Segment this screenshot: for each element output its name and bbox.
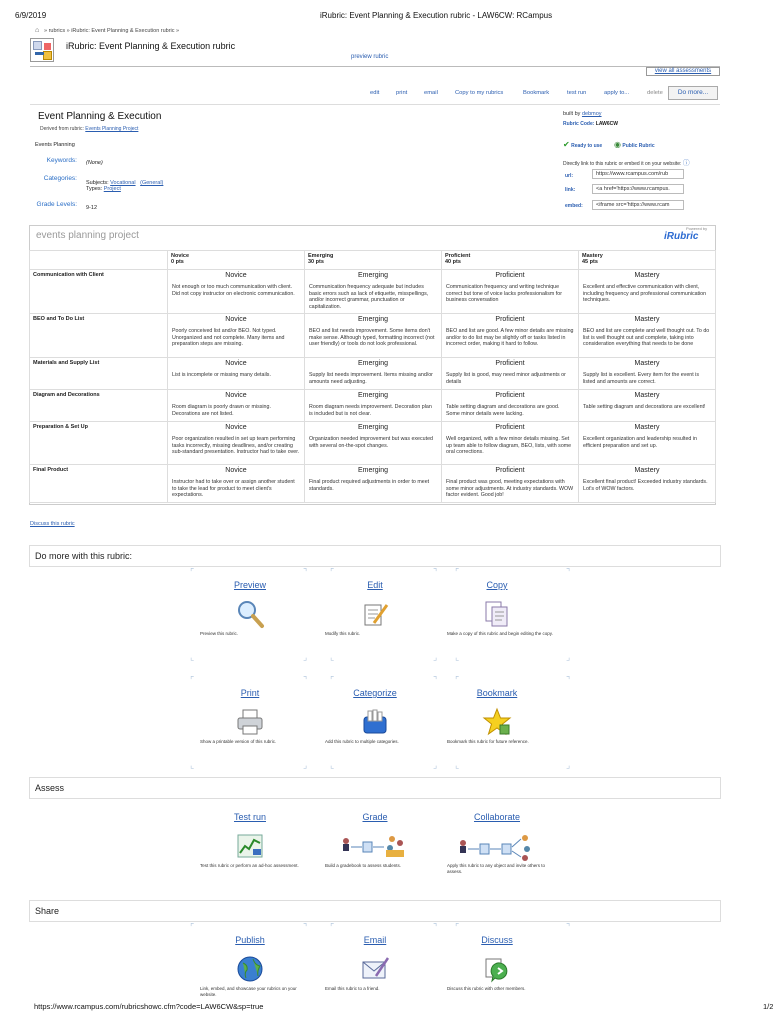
- rubric-cell[interactable]: [579, 422, 716, 465]
- cell-level: Proficient: [495, 392, 525, 399]
- categories-label: Categories:: [43, 175, 77, 182]
- level-points: 45 pts: [582, 259, 598, 265]
- gradebook-icon: [340, 831, 410, 861]
- envelope-icon: [360, 954, 390, 984]
- cell-description: Room diagram needs improvement. Decoration plan is included but is not clear.: [309, 404, 432, 417]
- test-run-description: Test this rubric or perform an ad-hoc assessment.: [200, 863, 299, 868]
- link-label: link:: [565, 187, 576, 193]
- email-description: Email this rubric to a friend.: [325, 986, 380, 991]
- page-number: 1/2: [763, 1002, 773, 1011]
- powered-by: Powered by: [686, 226, 708, 231]
- level-header: [305, 251, 442, 270]
- bookmark-title[interactable]: Bookmark: [476, 688, 518, 698]
- globe-icon: ◉: [614, 140, 621, 149]
- cell-description: Instructor had to take over or assign another student to take the lead for product to meet client's expectations.: [172, 479, 295, 498]
- subject-link[interactable]: Vocational: [110, 180, 136, 186]
- help-icon[interactable]: ⓘ: [682, 160, 690, 167]
- test-run-link[interactable]: test run: [567, 90, 587, 96]
- bookmark-description: Bookmark this rubric for future reference.: [447, 739, 529, 744]
- rubric-cell[interactable]: [168, 358, 305, 390]
- brand-name: iRubric: [664, 231, 699, 242]
- printer-icon: [235, 707, 265, 737]
- rubric-row: [30, 390, 716, 422]
- rubric-cell[interactable]: [168, 390, 305, 422]
- ready-label: Ready to use: [571, 143, 603, 149]
- print-url: https://www.rcampus.com/rubricshowc.cfm?code=LAW6CW&sp=true: [34, 1002, 264, 1011]
- copy-tile[interactable]: [432, 580, 562, 637]
- cell-description: Well organized, with a few minor details missing. Set up team able to follow diagram, BEO, lists, with some oral corrections.: [446, 436, 572, 455]
- rubric-cell[interactable]: [305, 358, 442, 390]
- subject-link[interactable]: (General): [140, 180, 164, 186]
- cell-level: Emerging: [358, 467, 388, 474]
- cell-description: Communication frequency adequate but includes basic errors such as lack of etiquette, misspellings, and/or incorrect grammar, punctuation or capitalization.: [309, 284, 429, 310]
- magnifier-icon: [235, 599, 265, 629]
- globe-icon: [235, 954, 265, 984]
- rubric-code-value: LAW6CW: [595, 121, 619, 127]
- print-title: iRubric: Event Planning & Execution rubric - LAW6CW: RCampus: [320, 11, 553, 20]
- categorize-description: Add this rubric to multiple categories.: [325, 739, 399, 744]
- irubric-logo: [30, 38, 54, 62]
- cell-description: BEO and list are good. A few minor details are missing and/or to do list may be slightly off or tasks listed in incorrect order, making it hard to follow.: [446, 328, 574, 347]
- types-label: Types:: [86, 186, 103, 192]
- rubric-cell[interactable]: [442, 270, 579, 314]
- rubric-cell[interactable]: [305, 390, 442, 422]
- keywords-label: Keywords:: [46, 157, 77, 164]
- print-description: Show a printable version of this rubric.: [200, 739, 277, 744]
- cell-description: Room diagram is poorly drawn or missing. Decorations are not listed.: [172, 404, 271, 417]
- level-points: 30 pts: [308, 259, 324, 265]
- do-more-button[interactable]: Do more...: [668, 86, 718, 100]
- criterion-name: Final Product: [30, 465, 168, 503]
- collaborate-icon: [457, 831, 537, 861]
- rubric-cell[interactable]: [579, 465, 716, 503]
- copy-link[interactable]: Copy to my rubrics: [455, 90, 504, 96]
- rubric-cell[interactable]: [168, 465, 305, 503]
- rubric-cell[interactable]: [442, 390, 579, 422]
- cell-level: Emerging: [358, 392, 388, 399]
- discuss-rubric-link[interactable]: Discuss this rubric: [30, 521, 75, 527]
- print-date: 6/9/2019: [15, 11, 47, 20]
- criterion-name: BEO and To Do List: [30, 314, 168, 358]
- cell-level: Novice: [225, 272, 247, 279]
- url-field[interactable]: https://www.rcampus.com/rub: [592, 169, 684, 179]
- cell-description: Supply list is good, may need minor adjustments or details: [446, 372, 566, 385]
- discuss-tile[interactable]: [432, 935, 562, 992]
- bookmark-tile[interactable]: [432, 688, 562, 745]
- do-more-section-header: [29, 545, 721, 567]
- publish-tile[interactable]: [185, 935, 315, 997]
- rubric-cell[interactable]: [579, 390, 716, 422]
- cell-level: Novice: [225, 392, 247, 399]
- cell-description: Excellent organization and leadership resulted in efficient preparation and set up.: [583, 436, 697, 449]
- print-footer: [34, 1002, 773, 1011]
- criterion-name: Diagram and Decorations: [30, 390, 168, 422]
- rubric-code: [563, 121, 618, 127]
- cell-level: Proficient: [495, 316, 525, 323]
- embed-label: embed:: [565, 203, 583, 209]
- cell-level: Emerging: [358, 424, 388, 431]
- bookmark-link[interactable]: Bookmark: [523, 90, 550, 96]
- divider: [30, 66, 720, 67]
- print-link[interactable]: print: [396, 90, 408, 96]
- cell-description: Communication frequency and writing technique correct but tone of voice lacks professionalism for business conversation: [446, 284, 562, 303]
- built-by: [563, 111, 602, 117]
- grade-description: Build a gradebook to assess students.: [325, 863, 402, 868]
- derived-label: Derived from rubric:: [40, 126, 84, 132]
- edit-description: Modify this rubric.: [325, 631, 361, 636]
- preview-rubric-link[interactable]: preview rubric: [351, 54, 389, 60]
- rubric-row: [30, 422, 716, 465]
- publish-title[interactable]: Publish: [235, 935, 265, 945]
- cell-description: Organization needed improvement but was executed with several on-the-spot changes.: [309, 436, 433, 449]
- copy-icon: [482, 599, 512, 629]
- page-title: iRubric: Event Planning & Execution rubric: [66, 41, 236, 51]
- rubric-cell[interactable]: [305, 270, 442, 314]
- view-all-assessments-button[interactable]: view all assessments: [646, 67, 720, 76]
- level-name: Novice: [171, 253, 190, 259]
- embed-instructions-text: Directly link to this rubric or embed it on your website:: [563, 161, 682, 167]
- cell-level: Novice: [225, 316, 247, 323]
- cell-description: Excellent final product! Exceeded industry standards. Lot's of WOW factors.: [583, 479, 708, 492]
- edit-icon: [360, 599, 390, 629]
- cell-level: Mastery: [634, 272, 660, 279]
- section-title: Do more with this rubric:: [35, 551, 133, 561]
- level-header: [442, 251, 579, 270]
- preview-title[interactable]: Preview: [233, 580, 266, 590]
- cell-description: Final product required adjustments in order to meet standards.: [309, 479, 430, 492]
- irubric-brand: [664, 226, 708, 242]
- rubric-name: Event Planning & Execution: [38, 111, 162, 122]
- grade-tile[interactable]: [310, 812, 440, 869]
- edit-title[interactable]: Edit: [367, 580, 383, 590]
- level-name: Proficient: [445, 253, 471, 259]
- rubric-cell[interactable]: [305, 314, 442, 358]
- cell-level: Mastery: [634, 316, 660, 323]
- rubric-box-title: events planning project: [36, 230, 139, 241]
- cell-description: Poorly conceived list and/or BEO. Not typed. Unorganized and not complete. Many items and preparation steps are missing.: [172, 328, 285, 347]
- rubric-cell[interactable]: [168, 422, 305, 465]
- public-rubric: [614, 140, 655, 149]
- cell-level: Novice: [225, 467, 247, 474]
- collaborate-title[interactable]: Collaborate: [473, 812, 521, 822]
- level-points: 40 pts: [445, 259, 461, 265]
- rubric-cell[interactable]: [305, 422, 442, 465]
- apply-to-link[interactable]: apply to...: [604, 90, 630, 96]
- rubric-row: [30, 270, 716, 314]
- cell-description: List is incomplete or missing many details.: [172, 372, 271, 378]
- level-header: [168, 251, 305, 270]
- delete-link[interactable]: delete: [647, 90, 663, 96]
- rubric-cell[interactable]: [579, 314, 716, 358]
- section-title: Share: [35, 906, 60, 916]
- chart-icon: [235, 831, 265, 861]
- built-by-label: built by: [563, 111, 581, 117]
- breadcrumb[interactable]: » rubrics » iRubric: Event Planning & Execution rubric »: [44, 28, 180, 34]
- rubric-row: [30, 465, 716, 503]
- rubric-row: [30, 314, 716, 358]
- preview-tile[interactable]: [185, 580, 315, 637]
- criterion-name: Preparation & Set Up: [30, 422, 168, 465]
- email-tile[interactable]: [310, 935, 440, 992]
- cell-level: Emerging: [358, 316, 388, 323]
- discuss-title[interactable]: Discuss: [481, 935, 513, 945]
- types-row: [86, 186, 121, 192]
- cell-description: Poor organization resulted in set up team performing tasks incorrectly, missing deadlines, and/or creating sub-standard presentation. Instructor had to take over.: [172, 436, 300, 455]
- rubric-header-row: [30, 251, 716, 270]
- categorize-tile[interactable]: [310, 688, 440, 745]
- rubric-cell[interactable]: [168, 314, 305, 358]
- cell-level: Emerging: [358, 360, 388, 367]
- share-section-header: [29, 900, 721, 922]
- public-label: Public Rubric: [622, 143, 655, 149]
- cell-level: Proficient: [495, 360, 525, 367]
- cell-level: Novice: [225, 360, 247, 367]
- type-link[interactable]: Project: [103, 186, 121, 192]
- print-title[interactable]: Print: [240, 688, 260, 698]
- cell-level: Mastery: [634, 360, 660, 367]
- section-title: Assess: [35, 783, 65, 793]
- ready-to-use: [563, 140, 602, 149]
- email-link[interactable]: email: [424, 90, 438, 96]
- rubric-table: [29, 250, 716, 503]
- keywords-value: (None): [86, 160, 103, 166]
- cell-description: Supply list needs improvement. Items missing and/or amounts need adjusting.: [309, 372, 433, 385]
- edit-tile[interactable]: [310, 580, 440, 637]
- star-icon: [482, 707, 512, 737]
- test-run-tile[interactable]: [185, 812, 315, 869]
- rubric-cell[interactable]: [442, 465, 579, 503]
- print-tile[interactable]: [185, 688, 315, 745]
- grade-levels-label: Grade Levels:: [36, 201, 77, 208]
- rubric-cell[interactable]: [442, 422, 579, 465]
- preview-description: Preview this rubric.: [200, 631, 239, 636]
- collaborate-tile[interactable]: [432, 812, 562, 874]
- embed-field[interactable]: <iframe src='https://www.rcam: [592, 200, 684, 210]
- level-header: [579, 251, 716, 270]
- copy-title[interactable]: Copy: [486, 580, 508, 590]
- rubric-description: Events Planning: [35, 142, 75, 148]
- criterion-name: Communication with Client: [30, 270, 168, 314]
- publish-description: Link, embed, and showcase your rubrics on your website.: [200, 986, 297, 997]
- cell-level: Proficient: [495, 467, 525, 474]
- categorize-title[interactable]: Categorize: [353, 688, 397, 698]
- level-name: Mastery: [582, 253, 603, 259]
- grade-levels-value: 9-12: [86, 205, 98, 211]
- cell-level: Mastery: [634, 392, 660, 399]
- cell-level: Mastery: [634, 467, 660, 474]
- check-icon: ✔: [563, 140, 570, 149]
- cell-description: BEO and list needs improvement. Some items don't make sense. Although typed, formatting incorrect (not user friendly) or tools do not look professional.: [309, 328, 435, 347]
- rubric-cell[interactable]: [305, 465, 442, 503]
- edit-link[interactable]: edit: [370, 90, 380, 96]
- cell-level: Mastery: [634, 424, 660, 431]
- rubric-code-label: Rubric Code:: [563, 121, 595, 127]
- subjects-label: Subjects:: [86, 180, 109, 186]
- author-link[interactable]: debmoy: [581, 111, 602, 117]
- home-icon[interactable]: ⌂: [35, 27, 40, 34]
- categorize-icon: [360, 707, 390, 737]
- derived-from: [40, 126, 138, 132]
- assess-section-header: [29, 777, 721, 799]
- grade-title[interactable]: Grade: [362, 812, 388, 822]
- criterion-name: Materials and Supply List: [30, 358, 168, 390]
- cell-description: Supply list is excellent. Every item for the event is listed and amounts are correct.: [583, 372, 699, 385]
- cell-level: Emerging: [358, 272, 388, 279]
- cell-level: Novice: [225, 424, 247, 431]
- test-run-title[interactable]: Test run: [233, 812, 266, 822]
- cell-level: Proficient: [495, 424, 525, 431]
- level-points: 0 pts: [171, 259, 184, 265]
- cell-description: Excellent and effective communication with client, including frequency and professional communication techniques.: [583, 284, 707, 303]
- cell-description: BEO and list are complete and well thought out. To do list is well thought out and complete, taking into consideration everything that needs to be done: [583, 328, 710, 347]
- rubric-cell[interactable]: [579, 358, 716, 390]
- rubric-row: [30, 358, 716, 390]
- derived-link[interactable]: Events Planning Project: [85, 126, 139, 132]
- cell-level: Proficient: [495, 272, 525, 279]
- copy-description: Make a copy of this rubric and begin editing the copy.: [447, 631, 553, 636]
- rubric-cell[interactable]: [579, 270, 716, 314]
- criterion-header: [30, 251, 168, 270]
- rubric-cell[interactable]: [442, 314, 579, 358]
- rubric-cell[interactable]: [442, 358, 579, 390]
- cell-description: Final product was good, meeting expectations with some minor adjustments. At industry standards. WOW factor evident. Good job!: [446, 479, 574, 498]
- divider: [30, 104, 720, 105]
- email-title[interactable]: Email: [363, 935, 387, 945]
- level-name: Emerging: [308, 253, 334, 259]
- collaborate-description: Apply this rubric to any object and invite others to assess.: [447, 863, 546, 874]
- url-label: url:: [565, 173, 574, 179]
- discuss-icon: [482, 954, 512, 984]
- rubric-cell[interactable]: [168, 270, 305, 314]
- cell-description: Not enough or too much communication with client. Did not copy instructor on electronic communication.: [172, 284, 295, 297]
- discuss-description: Discuss this rubric with other members.: [447, 986, 526, 991]
- cell-description: Table setting diagram and decorations are good. Some minor details were lacking.: [446, 404, 560, 417]
- cell-description: Table setting diagram and decorations are excellent!: [583, 404, 706, 410]
- link-field[interactable]: <a href='https://www.rcampus.: [592, 184, 684, 194]
- embed-instructions: [563, 158, 690, 168]
